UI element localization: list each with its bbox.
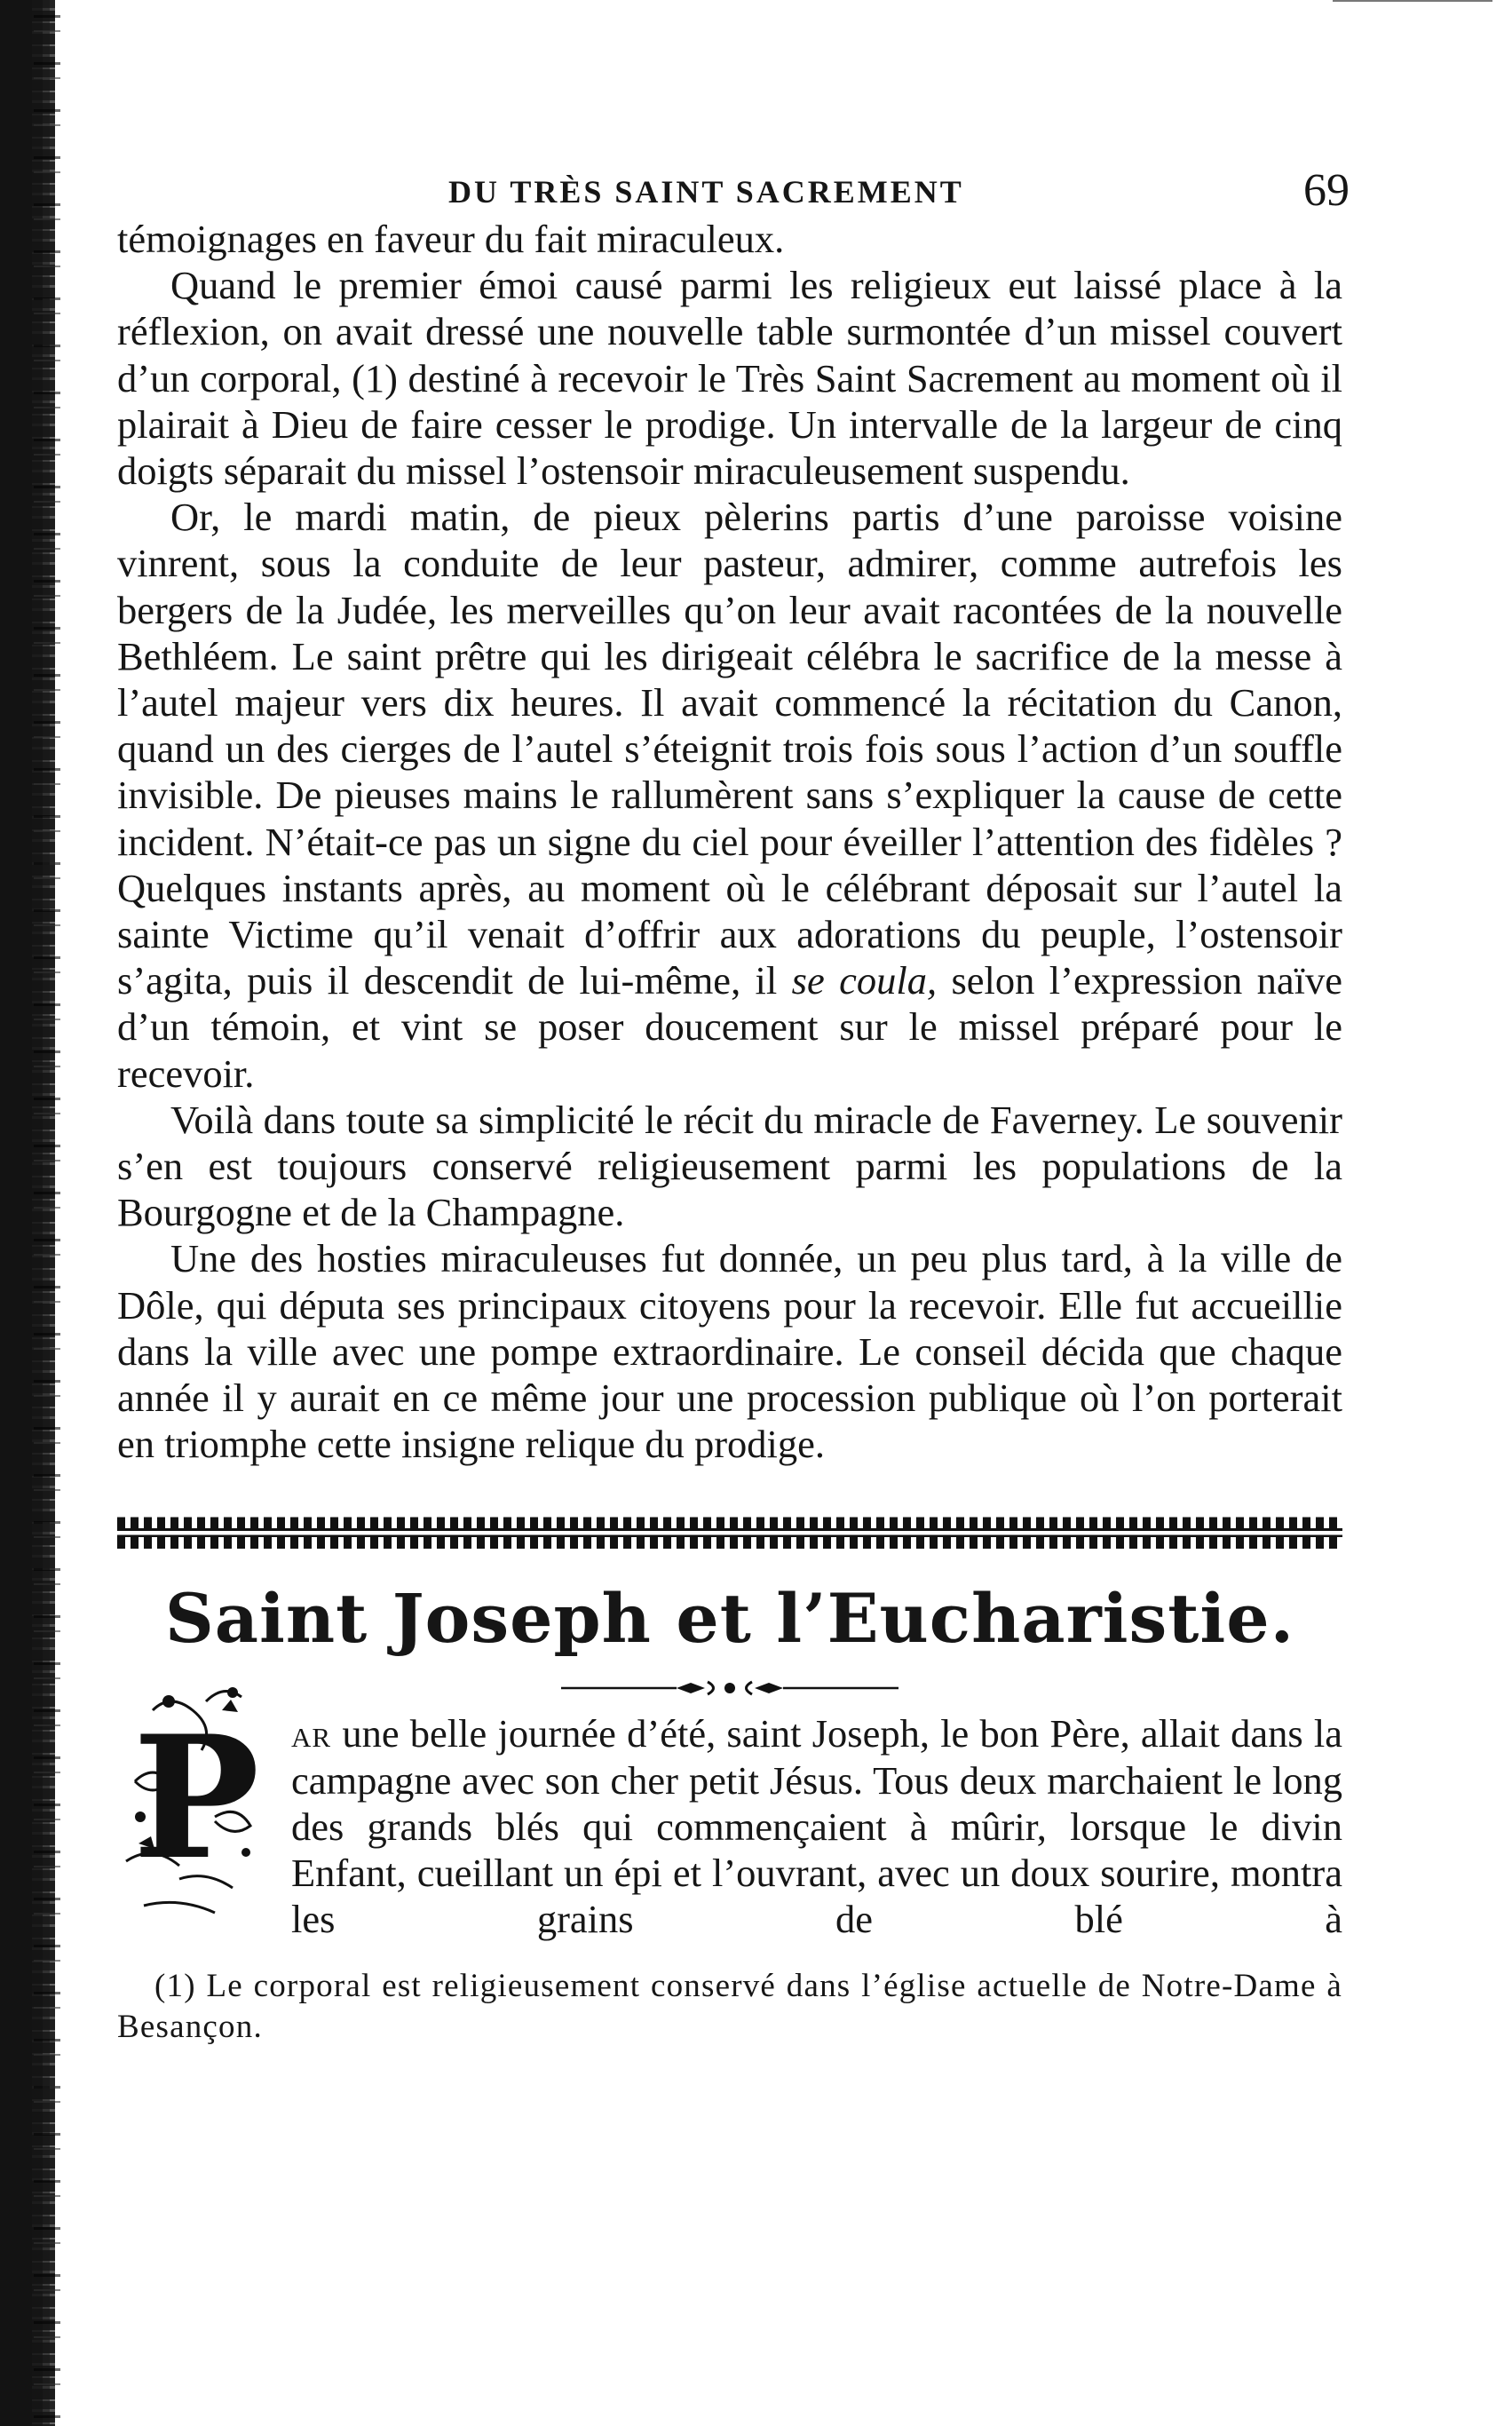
paragraph-text: Voilà dans toute sa simplicité le récit du miracle de Faverney. Le souvenir s’en est toujours conservé religieusement parmi les populations de la Bourgogne et de la Champagne. bbox=[117, 1097, 1342, 1235]
page-number: 69 bbox=[1303, 165, 1350, 216]
ornamental-rule bbox=[117, 1517, 1342, 1547]
floral-initial-icon bbox=[117, 1675, 275, 1923]
paragraph-text: selon l’expression naïve d’un témoin, et vint se poser doucement sur le missel préparé pour le recevoir. bbox=[117, 958, 1343, 1096]
paragraph-text: Or, le mardi matin, de pieux pèlerins partis d’une paroisse voisine vinrent, sous la conduite de leur pasteur, admirer, comme autrefois les bergers de la Judée, les merveilles qu’on leur avait racontées de la nouvelle Bethléem. Le saint prêtre qui les dirigeait célébra le sacrifice de la messe à l’autel majeur vers dix heures. Il avait commencé la récitation du Canon, quand un des cierges de l’autel s’éteignit trois fois sous l’action d’un souffle invisible. De pieuses mains le rallumèrent sans s’expliquer la cause de cette incident. N’était-ce pas un signe du ciel pour éveiller l’attention des fidèles ? Quelques instants après, au moment où le célébrant déposait sur l’autel la sainte Victime qu’il venait d’offrir aux adorations du peuple, l’ostensoir s’agita, puis il descendit de lui-même, il bbox=[117, 495, 1342, 1003]
paragraph-text: témoignages en faveur du fait miraculeux. bbox=[117, 217, 785, 261]
paragraph-pilgrims bbox=[117, 494, 1342, 1097]
opening-smallcaps: ar bbox=[291, 1711, 332, 1756]
opening-paragraph bbox=[117, 1699, 1343, 1942]
paragraph-text: Quand le premier émoi causé parmi les religieux eut laissé place à la réflexion, on avait dressé une nouvelle table surmontée d’un missel couvert d’un corporal, (1) destiné à recevoir le Très Saint Sacrement au moment où il plairait à Dieu de faire cesser le prodige. Un intervalle de la largeur de cinq doigts séparait du missel l’ostensoir miraculeusement suspendu. bbox=[117, 263, 1342, 494]
section-title: Saint Joseph et l’Eucharistie. bbox=[164, 1579, 1295, 1659]
drop-cap-ornament bbox=[117, 1675, 275, 1923]
italic-quote: se coula, bbox=[791, 958, 938, 1003]
paragraph-dole bbox=[117, 1235, 1342, 1467]
ornament-row-top bbox=[117, 1517, 1342, 1531]
paragraph-text: une belle journée d’été, saint Joseph, le bon Père, allait dans la campagne avec son cher petit Jésus. Tous deux marchaient le long des grands blés qui commençaient à mûrir, lorsque le divin Enfant, cueillant un épi et l’ouvrant, avec un doux sourire, montra les grains de blé à bbox=[291, 1711, 1343, 1942]
running-head bbox=[117, 164, 1350, 216]
binding-shadow bbox=[34, 0, 60, 2426]
paragraph-faverney bbox=[117, 1097, 1342, 1236]
ornament-row-bottom bbox=[117, 1534, 1342, 1549]
title-flourish-icon bbox=[561, 1678, 898, 1698]
footnote-text: (1) Le corporal est religieusement conservé dans l’église actuelle de Notre-Dame à Besançon. bbox=[117, 1967, 1342, 2045]
main-text bbox=[117, 216, 1342, 1467]
running-title: DU TRÈS SAINT SACREMENT bbox=[448, 174, 964, 210]
paragraph-text: Une des hosties miraculeuses fut donnée, un peu plus tard, à la ville de Dôle, qui députa ses principaux citoyens pour la recevoir. Elle fut accueillie dans la ville avec une pompe extraordinaire. Le conseil décida que chaque année il y aurait en ce même jour une procession publique où l’on porterait en triomphe cette insigne relique du prodige. bbox=[117, 1236, 1342, 1467]
opening-text bbox=[117, 1710, 1342, 1942]
drop-cap-letter: P bbox=[132, 1699, 260, 1898]
paragraph-continuation bbox=[117, 216, 1342, 262]
paragraph-corporal bbox=[117, 262, 1342, 494]
footnote bbox=[117, 1966, 1342, 2048]
scan-edge-mark bbox=[1333, 0, 1492, 2]
book-page bbox=[117, 164, 1350, 2048]
